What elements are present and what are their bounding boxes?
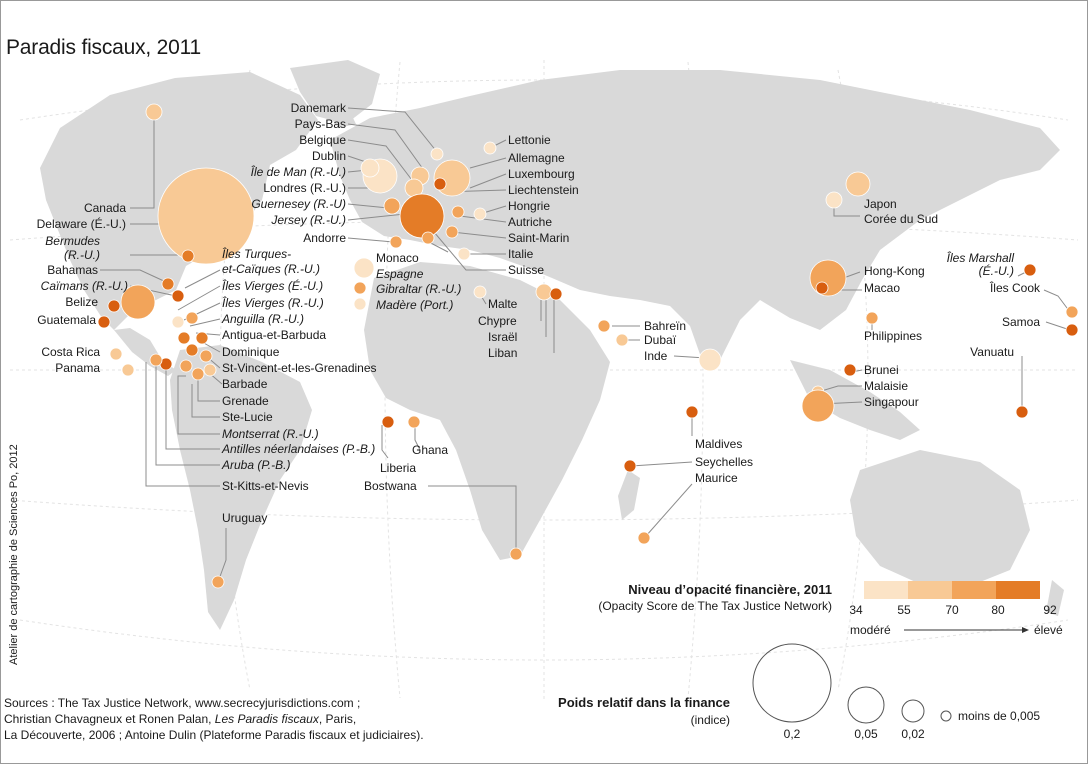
label-montserrat: Montserrat (R.-U.) xyxy=(222,427,319,441)
bubble-antigua xyxy=(196,332,208,344)
label-canada: Canada xyxy=(83,201,126,215)
legend-size-circle-2 xyxy=(848,687,884,723)
legend-break-80: 80 xyxy=(991,603,1005,617)
label-cook: Îles Cook xyxy=(989,281,1040,295)
label-japon: Japon xyxy=(864,197,897,211)
legend-low-label: modéré xyxy=(850,623,891,637)
label-dublin: Dublin xyxy=(311,149,346,163)
label-maurice: Maurice xyxy=(695,471,738,485)
label-marshall-2: (É.-U.) xyxy=(978,264,1014,278)
label-philippines: Philippines xyxy=(864,329,923,343)
label-costa-rica: Costa Rica xyxy=(41,345,100,359)
label-luxembourg: Luxembourg xyxy=(508,167,575,181)
label-bahamas: Bahamas xyxy=(47,263,98,277)
bubble-bermudes xyxy=(182,250,194,262)
legend-size-label-2: 0,05 xyxy=(854,727,878,741)
bubble-luxembourg xyxy=(400,194,444,238)
legend-size-label-4: moins de 0,005 xyxy=(958,709,1041,723)
bubble-maurice xyxy=(638,532,650,544)
label-guatemala: Guatemala xyxy=(37,313,96,327)
map-title: Paradis fiscaux, 2011 xyxy=(6,36,202,59)
bubble-panama xyxy=(122,364,134,376)
legend-swatch-1 xyxy=(864,581,908,599)
sources-line-2 xyxy=(4,712,356,726)
label-lettonie: Lettonie xyxy=(508,133,551,147)
sources xyxy=(4,696,424,742)
legend-break-92: 92 xyxy=(1043,603,1057,617)
map-credit: Atelier de cartographie de Sciences Po, 2012 xyxy=(8,444,20,665)
bubble-chypre xyxy=(536,284,552,300)
legend-size-circle-1 xyxy=(753,644,831,722)
label-ste-lucie: Ste-Lucie xyxy=(222,410,273,424)
bubble-aruba xyxy=(150,354,162,366)
label-dubai: Dubaï xyxy=(644,333,677,347)
bubble-guernesey xyxy=(384,198,400,214)
label-seychelles: Seychelles xyxy=(695,455,754,469)
bubble-hongrie xyxy=(474,208,486,220)
bubble-grenade xyxy=(192,368,204,380)
bubble-ste-lucie xyxy=(180,360,192,372)
label-suisse: Suisse xyxy=(508,263,545,277)
legend-size-circle-3 xyxy=(902,700,924,722)
label-bermudes-2: (R.-U.) xyxy=(64,248,100,262)
bubble-inde xyxy=(699,349,721,371)
bubble-monaco xyxy=(354,258,374,278)
label-autriche: Autriche xyxy=(508,215,553,229)
bubble-macao xyxy=(816,282,828,294)
legend-size-label-1: 0,2 xyxy=(783,727,801,741)
bubble-vierges-eu xyxy=(172,316,184,328)
label-turques-2: et-Caïques (R.-U.) xyxy=(222,262,321,276)
label-malaisie: Malaisie xyxy=(864,379,909,393)
legend-size-label-3: 0,02 xyxy=(901,727,925,741)
bubble-gibraltar xyxy=(354,282,366,294)
sources-line-3: La Découverte, 2006 ; Antoine Dulin (Plateforme Paradis fiscaux et judiciaires). xyxy=(4,728,424,742)
label-vierges-eu: Îles Vierges (É.-U.) xyxy=(222,279,324,293)
bubble-andorre xyxy=(390,236,402,248)
label-israel: Israël xyxy=(488,330,518,344)
label-andorre: Andorre xyxy=(303,231,346,245)
bubble-bostwana xyxy=(510,548,522,560)
label-monaco: Monaco xyxy=(376,251,419,265)
label-espagne: Espagne xyxy=(376,267,424,281)
bubble-saint-marin xyxy=(446,226,458,238)
legend-size-circle-4 xyxy=(941,711,951,721)
bubble-suisse xyxy=(422,232,434,244)
legend-break-34: 34 xyxy=(849,603,863,617)
bubble-costa-rica xyxy=(110,348,122,360)
sources-line-1: Sources : The Tax Justice Network, www.secrecyjurisdictions.com ; xyxy=(4,696,361,710)
label-vierges-ru: Îles Vierges (R.-U.) xyxy=(222,296,324,310)
label-bostwana: Bostwana xyxy=(364,479,417,493)
label-vanuatu: Vanuatu xyxy=(970,345,1014,359)
sources-authors: Christian Chavagneux et Ronen Palan, xyxy=(4,712,215,726)
bubble-hong-kong xyxy=(810,260,846,296)
bubble-dominique xyxy=(186,344,198,356)
label-jersey: Jersey (R.-U.) xyxy=(271,213,346,227)
label-turques: Îles Turques- xyxy=(222,247,292,261)
label-liberia: Liberia xyxy=(380,461,417,475)
legend-break-55: 55 xyxy=(897,603,911,617)
label-malte: Malte xyxy=(488,297,518,311)
bubble-coree xyxy=(826,192,842,208)
bubble-bahrein xyxy=(598,320,610,332)
bubble-lettonie xyxy=(484,142,496,154)
bubble-st-vincent xyxy=(200,350,212,362)
bubble-ghana xyxy=(408,416,420,428)
bubble-seychelles xyxy=(624,460,636,472)
label-st-vincent: St-Vincent-et-les-Grenadines xyxy=(222,361,377,375)
sources-book-title: Les Paradis fiscaux xyxy=(214,712,319,726)
label-guernesey: Guernesey (R.-U) xyxy=(251,197,346,211)
label-delaware: Delaware (É.-U.) xyxy=(36,217,126,231)
legend-opacity-title: Niveau d’opacité financière, 2011 xyxy=(628,582,832,597)
bubble-danemark xyxy=(431,148,443,160)
bubble-dublin xyxy=(361,159,379,177)
label-samoa: Samoa xyxy=(1001,315,1040,329)
label-grenade: Grenade xyxy=(222,394,269,408)
label-uruguay: Uruguay xyxy=(222,511,268,525)
label-saint-marin: Saint-Marin xyxy=(508,231,570,245)
legend-high-label: élevé xyxy=(1034,623,1063,637)
madagascar xyxy=(618,470,640,520)
legend-opacity-subtitle: (Opacity Score de The Tax Justice Network) xyxy=(598,599,832,613)
legend-size-subtitle: (indice) xyxy=(690,713,730,727)
legend-swatch-3 xyxy=(952,581,996,599)
label-antigua: Antigua-et-Barbuda xyxy=(222,328,327,342)
label-ile-de-man: Île de Man (R.-U.) xyxy=(250,165,346,179)
legend-swatch-4 xyxy=(996,581,1040,599)
legend-size-title: Poids relatif dans la finance xyxy=(558,695,730,710)
bubble-malte xyxy=(474,286,486,298)
bubble-dubai xyxy=(616,334,628,346)
bubble-madere xyxy=(354,298,366,310)
label-hongrie: Hongrie xyxy=(508,199,551,213)
label-italie: Italie xyxy=(508,247,534,261)
bubble-marshall xyxy=(1024,264,1036,276)
label-liban: Liban xyxy=(488,346,518,360)
label-brunei: Brunei xyxy=(864,363,899,377)
label-bahrein: Bahreïn xyxy=(644,319,687,333)
label-chypre: Chypre xyxy=(478,314,517,328)
label-panama: Panama xyxy=(55,361,100,375)
bubble-cook xyxy=(1066,306,1078,318)
bubble-turques xyxy=(172,290,184,302)
bubble-anguilla xyxy=(178,332,190,344)
label-singapour: Singapour xyxy=(864,395,919,409)
label-coree: Corée du Sud xyxy=(864,212,939,226)
bubble-belize xyxy=(108,300,120,312)
label-pays-bas: Pays-Bas xyxy=(294,117,346,131)
bubble-philippines xyxy=(866,312,878,324)
label-barbade: Barbade xyxy=(222,377,268,391)
label-caimans: Caïmans (R.-U.) xyxy=(40,279,128,293)
bubble-bahamas xyxy=(162,278,174,290)
label-allemagne: Allemagne xyxy=(508,151,565,165)
bubble-japon xyxy=(846,172,870,196)
label-hong-kong: Hong-Kong xyxy=(864,264,925,278)
bubble-canada xyxy=(146,104,162,120)
label-belize: Belize xyxy=(65,295,98,309)
sources-place: , Paris, xyxy=(318,712,357,726)
bubble-brunei xyxy=(844,364,856,376)
label-danemark: Danemark xyxy=(290,101,346,115)
label-antilles: Antilles néerlandaises (P.-B.) xyxy=(222,442,376,456)
bubble-barbade xyxy=(204,364,216,376)
bubble-italie xyxy=(458,248,470,260)
bubble-liberia xyxy=(382,416,394,428)
label-aruba: Aruba (P.-B.) xyxy=(222,458,291,472)
label-liechtenstein: Liechtenstein xyxy=(508,183,579,197)
bubble-maldives xyxy=(686,406,698,418)
label-st-kitts: St-Kitts-et-Nevis xyxy=(222,479,309,493)
label-inde: Inde xyxy=(644,349,668,363)
bubble-singapour xyxy=(802,390,834,422)
label-dominique: Dominique xyxy=(222,345,280,359)
label-macao: Macao xyxy=(864,281,901,295)
bubble-vanuatu xyxy=(1016,406,1028,418)
australia xyxy=(850,450,1030,586)
bubble-autriche xyxy=(452,206,464,218)
label-madere: Madère (Port.) xyxy=(376,298,454,312)
bubble-uruguay xyxy=(212,576,224,588)
label-anguilla: Anguilla (R.-U.) xyxy=(222,312,305,326)
label-londres: Londres (R.-U.) xyxy=(263,181,346,195)
bubble-liban xyxy=(550,288,562,300)
label-marshall: Îles Marshall xyxy=(946,251,1014,265)
legend-opacity xyxy=(598,581,1063,637)
bubble-vierges-ru xyxy=(186,312,198,324)
bubble-guatemala xyxy=(98,316,110,328)
label-gibraltar: Gibraltar (R.-U.) xyxy=(376,282,462,296)
label-maldives: Maldives xyxy=(695,437,743,451)
bubble-samoa xyxy=(1066,324,1078,336)
label-bermudes: Bermudes xyxy=(45,234,100,248)
bubble-liechtenstein xyxy=(434,178,446,190)
label-ghana: Ghana xyxy=(412,443,449,457)
label-belgique: Belgique xyxy=(299,133,346,147)
legend-break-70: 70 xyxy=(945,603,959,617)
legend-swatch-2 xyxy=(908,581,952,599)
legend-arrow-head xyxy=(1022,627,1029,633)
